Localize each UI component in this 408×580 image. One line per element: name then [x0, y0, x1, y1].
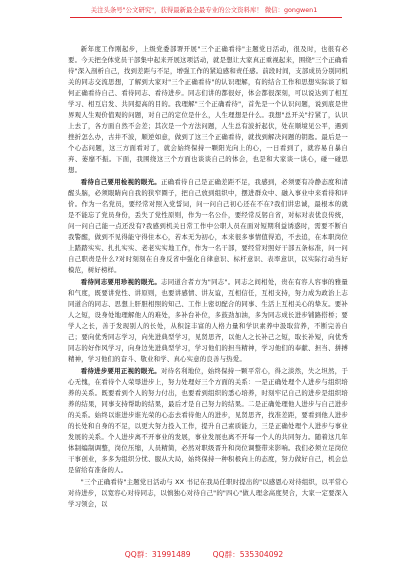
- banner-text: 关注头条号"公文研究"，获得最新最全最专业的公文资料库！ 微信：gongwen1: [90, 6, 318, 14]
- paragraph-text: 志同道合者方为"同志"。同志之间相处，贵在有容人容事的雅量和气度，既要讲党性、讲原则，也要讲感情、讲友谊，互相信任，互相支持，努力成为政治上志同道合的同志、思想上肝胆相照的知己、工作上密切配合的同事、生活上互相关心的挚友。要补人之短，设身处地理解他人的难处，多补台补位，多鼓劲加油，多为同志成长进步铺路搭桥；要学人之长，善于发现别人的长处，从积淀丰富的人格力量和学识素养中汲取营养，不断完善自己；要向优秀同志学习，向先进典型学习，见贤思齐，以他人之长补己之短，取长补短，向优秀同志的好作风学习，向身边先进典型学习，学习他们的担当精神，学习他们的奉献、担当、拼搏精神，学习他们的奋斗、敬业和学、真心实意的良善与热爱。: [68, 278, 348, 363]
- paragraph-progress: [68, 366, 348, 476]
- footer-qq-group-1: QQ群：31991489: [124, 550, 191, 559]
- paragraph-intro: [68, 44, 348, 176]
- paragraph-heading: 看待同志要用珍视的眼光。: [80, 278, 162, 286]
- paragraph-heading: 看待自己要用检视的眼光。: [80, 178, 161, 186]
- paragraph-closing: [68, 477, 348, 510]
- paragraph-comrades: [68, 277, 348, 365]
- footer: [0, 549, 408, 560]
- paragraph-text: "三个正确看待"主题党日活动与 XX 书记在我局任职时提出的"以感恩心对待组织，以平常心对待进步，以宽容心对待同志，以慎独心对待自己"的"四心"做人理念高度契合，大家一定要深入学习领会，以: [68, 478, 348, 508]
- footer-qq-group-2: QQ群：535304092: [212, 550, 284, 559]
- document-body: [68, 44, 348, 534]
- paragraph-text: 正确看待自己是正确差距不足，我感到，必须要有冷静态度和清醒头脑，必须眼睛向自我的狭窄圈子，把自己放到组织中，摆进群众中、融入事业中来看待和评价。作为一名党员，要经常对照入党誓词，问一问自己初心还在不在?我们讲忠诚，最根本的就是不能忘了党员身份，丢失了党性原则，作为一名公仆，要经常反躬自省，对标对表优良传统，问一问自己能一点还没有?我感到机关日常工作中公职人员在面对短期利益诱惑时，需要不断自我警醒，做到不见得能守得住本心，若本无为初心，本来很多事情值得追，不去追，在本职岗位上踏踏实实、扎扎实实、老老实实地工作，作为一名干部，要经常对照好干部五条标准，问一问自己职责是什么?对时刻刻在自身反省中强化自律意识、标杆意识、表率意识，以实际行动当好模范，树好榜样。: [68, 178, 348, 274]
- paragraph-text: 对待名利地位，始终保持一颗平常心，得之淡然，失之坦然，于心无愧，在看待个人荣辱进步上，努力处理好三个方面的关系：一是正确处理个人进步与组织培养的关系。既要看到个人的努力付出，也要看到组织的悉心培养，时刻牢记自己的进步是组织培养的结果，同事支持帮助的结果，最后才是自己努力的结果。二是正确处理他人进步与自己进步的关系。始终以谁进步谁光荣的心态去看待他人的进步，见贤思齐，找准差距，要看到他人进步的长处和自身的不足，以更大努力投入工作，提升自己素质能力，三是正确处理个人进步与事业发展的关系。个人进步离不开事业的发展，事业发展也离不开每一个人的共同努力。随着这几年体制编制调整，岗位压缩，人员精简，必然对职级晋升和岗位调整带来影响。我们必须立足岗位干事创业，多多为组织分忧、服从大局，始终保持一种积极向上的态度，努力做好自己，机会总是留给有准备的人。: [68, 367, 348, 474]
- paragraph-text: 新年度工作刚起步，上级党委部署开展"三个正确看待"主题党日活动，很及时，也很有必要。今天把全体党员干部集中起来开展这项活动，就是想让大家真正重视起来，围绕"三个正确看待"深入剖析自己，找到差距与不足，增强工作的紧迫感和责任感。前段时间，支部成员分别同机关的同志交流思想，了解到大家对"三个正确看待"的认识理解，有的结合工作和思想实际谈了如何正确看待自己、看待同志、看待进步。同志们讲的都很好，体会都很深刻，可以说达到了相互学习、相互启发、共同提高的目的。我理解"三个正确看待"，首先是一个认识问题，说到底是世界观人生观价值观的问题，对自己的定位是什么，人生理想是什么。我想"总开关"拧紧了，认识上去了，各方面自然不会差；其次是一个方法问题，人生总有波折起伏，处在顺境见公平，遇到挫折怎么办，古井不波，顺逆如意，做到了这三个正确看待，就找到解决问题的钥匙。最后是一个心态问题，这三方面看对了，就会始终保持一颗阳光向上的心，一日看到了，就容易自暴自弃、萎靡不振。下面，我围绕这三个方面也谈谈自己的体会，也是和大家谈一谈心，碰一碰思想。: [68, 45, 348, 174]
- banner-divider: [70, 17, 342, 18]
- paragraph-heading: 看待进步要用正视的眼光。: [80, 367, 161, 375]
- paragraph-self: [68, 177, 348, 276]
